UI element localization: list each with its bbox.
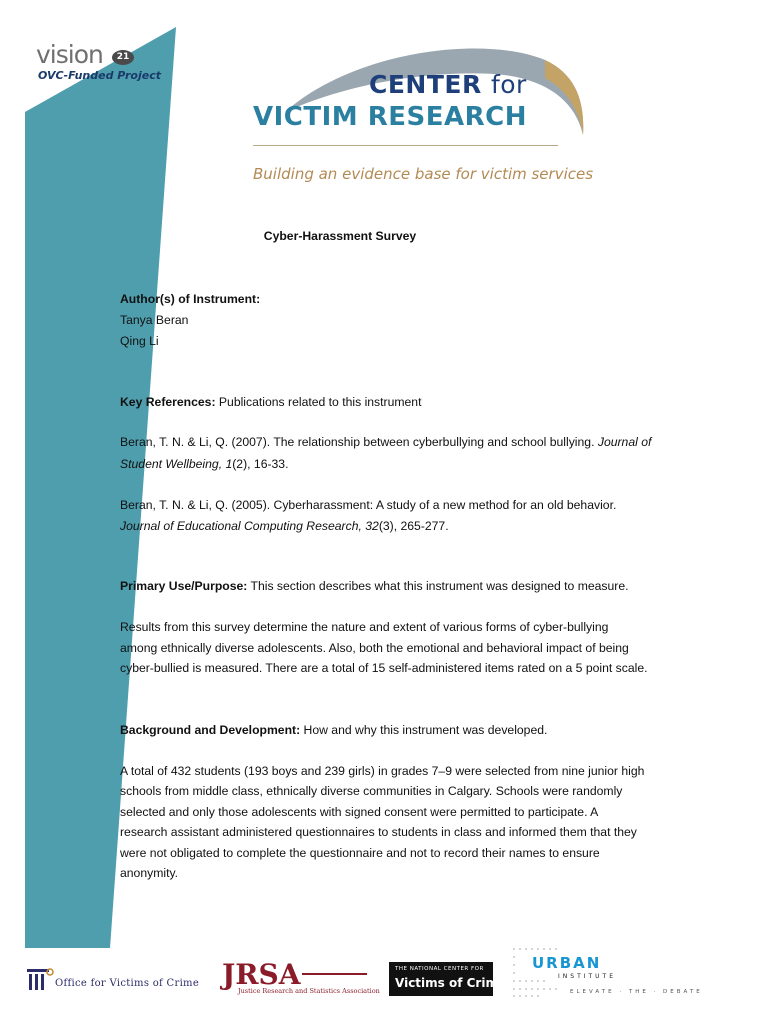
ncvc-logo-main: Victims of Crime [395,976,507,990]
urban-logo-word: URBAN [532,954,602,972]
vision-logo-badge: 21 [112,50,134,65]
background-paragraph-line: A total of 432 students (193 boys and 239 girls) in grades 7–9 were selected from nine junior high [120,764,645,778]
author-name: Tanya Beran [120,313,189,327]
jrsa-logo-word: JRSA [222,958,301,991]
center-for-victim-research-logo [245,40,605,190]
background-paragraph-line: research assistant administered questionnaires to students in class and informed them that they [120,825,637,839]
vision-logo-word: vision [36,40,103,69]
logo-divider [253,145,558,146]
ovc-logo [25,962,210,996]
purpose-paragraph-line: cyber-bullied is measured. There are a total of 15 self-administered items rated on a 5 point scale. [120,661,648,675]
key-references-heading: Key References: Publications related to this instrument [120,395,422,409]
ovc-columns-icon [25,964,55,994]
ncvc-logo-top: THE NATIONAL CENTER FOR [395,966,484,972]
ovc-logo-text: Office for Victims of Crime [55,978,200,989]
urban-logo-subtitle: INSTITUTE [558,973,617,980]
logo-center-text: CENTER for [369,70,527,99]
logo-victim-research-text: VICTIM RESEARCH [253,102,527,132]
background-heading: Background and Development: How and why this instrument was developed. [120,723,548,737]
vision21-logo [28,40,161,88]
vision-logo-subtitle: OVC-Funded Project [38,69,161,82]
logo-tagline: Building an evidence base for victim services [253,165,594,183]
background-paragraph-line: schools from middle class, ethnically diverse communities in Calgary. Schools were randomly [120,784,623,798]
background-paragraph-line: anonymity. [120,866,179,880]
jrsa-logo-rule [302,973,367,975]
reference-1-line-1: Beran, T. N. & Li, Q. (2007). The relationship between cyberbullying and school bullying. Journal of [120,435,652,449]
author-name: Qing Li [120,334,159,348]
urban-logo-tagline: ELEVATE · THE · DEBATE [570,989,703,995]
reference-1-line-2: Student Wellbeing, 1(2), 16-33. [120,457,289,471]
jrsa-logo-subtitle: Justice Research and Statistics Association [238,987,380,995]
urban-institute-logo [510,946,710,998]
purpose-paragraph-line: among ethnically diverse adolescents. Also, both the emotional and behavioral impact of being [120,641,629,655]
reference-2-line-1: Beran, T. N. & Li, Q. (2005). Cyberharassment: A study of a new method for an old behavior. [120,498,617,512]
document-title: Cyber-Harassment Survey [263,229,417,243]
authors-label: Author(s) of Instrument: [120,292,261,306]
ncvc-logo [389,962,507,996]
background-paragraph-line: were not obligated to complete the questionnaire and not to record their names to ensure [120,846,600,860]
purpose-paragraph-line: Results from this survey determine the nature and extent of various forms of cyber-bullying [120,620,609,634]
jrsa-logo [222,958,380,1000]
background-paragraph-line: selected and only those adolescents with signed consent were permitted to participate. A [120,805,599,819]
primary-use-heading: Primary Use/Purpose: This section describes what this instrument was designed to measure. [120,579,629,593]
reference-2-line-2: Journal of Educational Computing Research, 32(3), 265-277. [120,519,449,533]
